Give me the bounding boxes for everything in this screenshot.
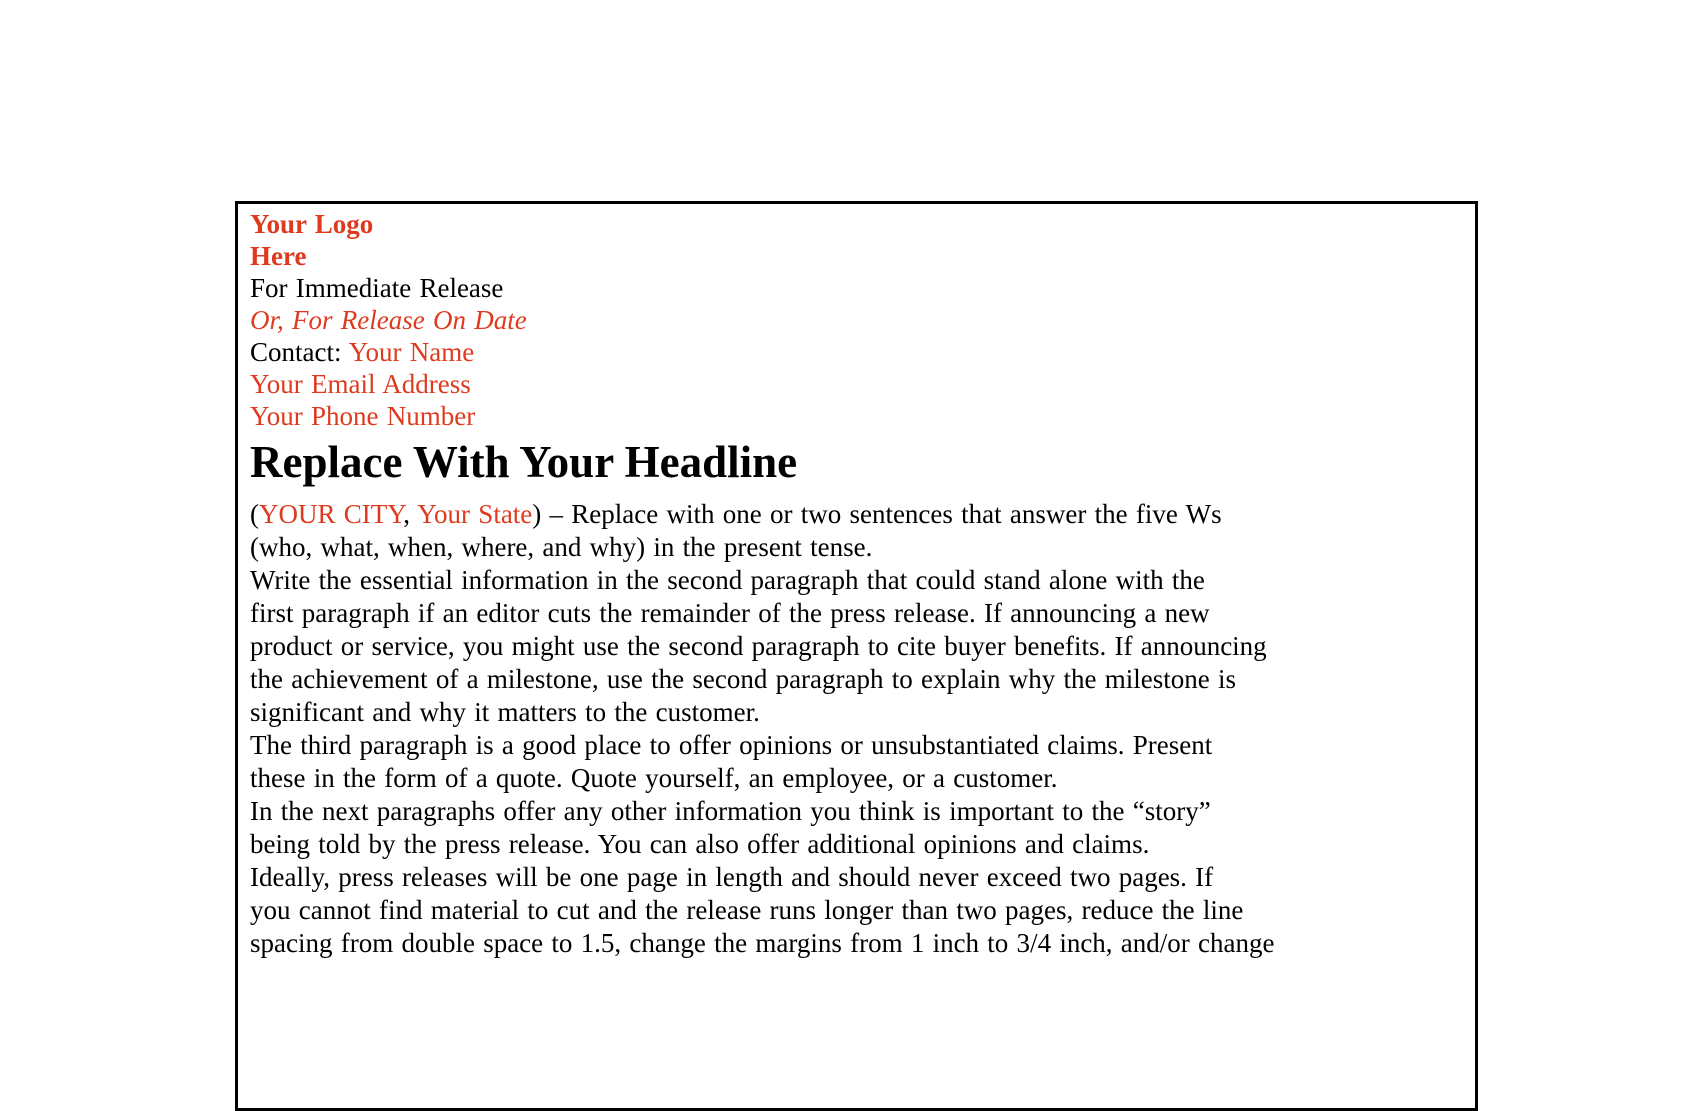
release-statement: For Immediate Release: [250, 273, 504, 303]
body-text: significant and why it matters to the customer.: [250, 697, 760, 727]
body-line: [250, 564, 1475, 597]
body-text: ) – Replace with one or two sentences that answer the five Ws: [532, 499, 1222, 529]
body-line: [250, 927, 1475, 960]
body-text: In the next paragraphs offer any other information you think is important to the “story”: [250, 796, 1211, 826]
body-text: you cannot find material to cut and the release runs longer than two pages, reduce the line: [250, 895, 1244, 925]
body-text: first paragraph if an editor cuts the remainder of the press release. If announcing a new: [250, 598, 1210, 628]
body-text: spacing from double space to 1.5, change the margins from 1 inch to 3/4 inch, and/or change: [250, 928, 1275, 958]
body-text: the achievement of a milestone, use the second paragraph to explain why the milestone is: [250, 664, 1236, 694]
body-text: ,: [403, 499, 418, 529]
body-line: [250, 861, 1475, 894]
body-line: [250, 729, 1475, 762]
body-placeholder-text: Your State: [417, 499, 533, 529]
logo-placeholder-line-1: Your Logo: [250, 209, 374, 239]
contact-label: Contact:: [250, 337, 342, 367]
body-text: these in the form of a quote. Quote yourself, an employee, or a customer.: [250, 763, 1058, 793]
contact-line: [250, 336, 1475, 368]
body-line: [250, 696, 1475, 729]
body-text: being told by the press release. You can also offer additional opinions and claims.: [250, 829, 1150, 859]
body-text: Ideally, press releases will be one page in length and should never exceed two pages. If: [250, 862, 1214, 892]
body-line: [250, 894, 1475, 927]
press-release-body: [250, 498, 1475, 960]
body-text: The third paragraph is a good place to offer opinions or unsubstantiated claims. Present: [250, 730, 1213, 760]
body-text: (who, what, when, where, and why) in the present tense.: [250, 532, 873, 562]
body-line: [250, 597, 1475, 630]
contact-name-placeholder: Your Name: [348, 337, 475, 367]
body-placeholder-text: YOUR CITY: [259, 499, 404, 529]
release-date-alternative: Or, For Release On Date: [250, 305, 527, 335]
body-text: product or service, you might use the second paragraph to cite buyer benefits. If announcing: [250, 631, 1267, 661]
body-line: [250, 663, 1475, 696]
logo-placeholder-line-2: Here: [250, 241, 307, 271]
body-line: [250, 762, 1475, 795]
body-line: [250, 630, 1475, 663]
body-line: [250, 498, 1475, 531]
phone-placeholder: Your Phone Number: [250, 401, 476, 431]
headline-placeholder: Replace With Your Headline: [250, 437, 798, 487]
body-text: Write the essential information in the second paragraph that could stand alone with the: [250, 565, 1205, 595]
body-line: [250, 795, 1475, 828]
body-line: [250, 828, 1475, 861]
press-release-page: [235, 201, 1478, 1111]
body-line: [250, 531, 1475, 564]
email-placeholder: Your Email Address: [250, 369, 471, 399]
body-text: (: [250, 499, 259, 529]
